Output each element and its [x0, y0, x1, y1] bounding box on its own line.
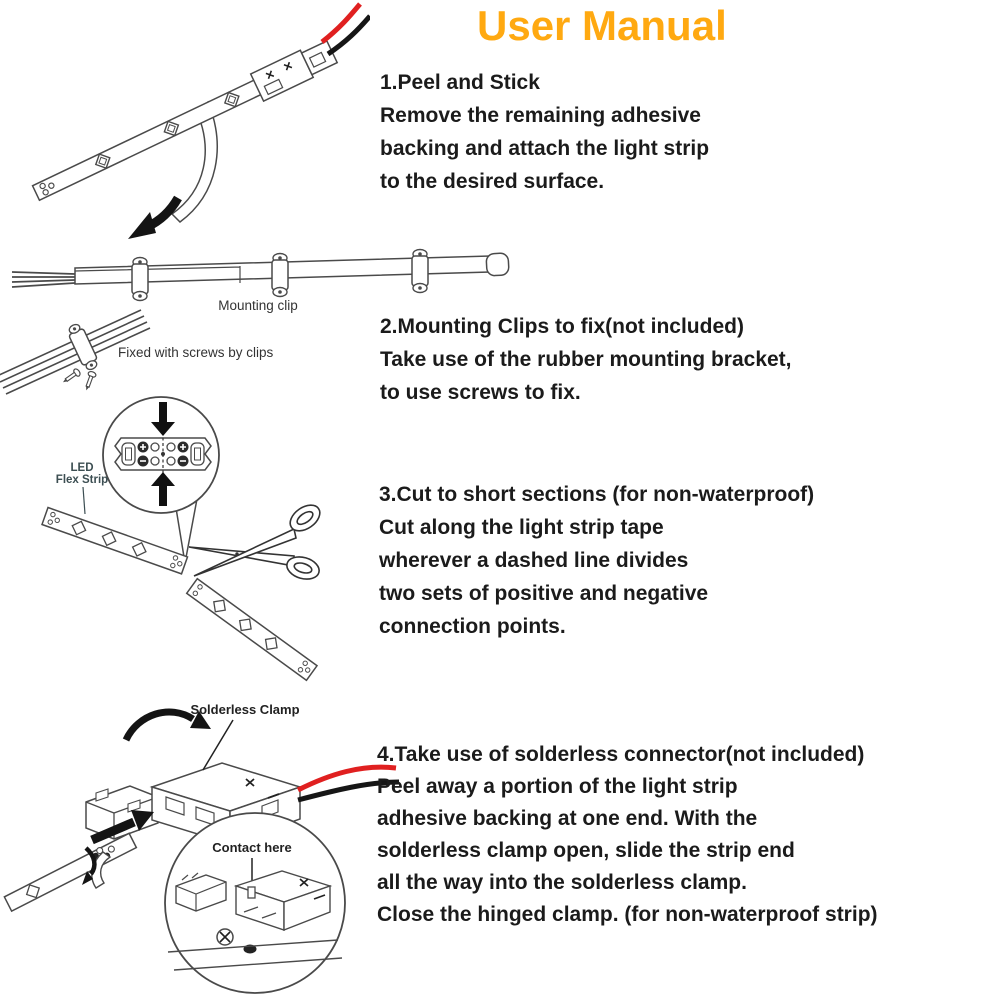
- strip-piece-right: [187, 579, 317, 681]
- section-2-text: [380, 310, 792, 409]
- page-title: User Manual: [477, 2, 727, 49]
- section-2-line: to use screws to fix.: [380, 381, 581, 404]
- tube-end-cap: [486, 253, 509, 276]
- mounting-clip: [272, 254, 288, 297]
- section-1-line: Remove the remaining adhesive: [380, 104, 701, 127]
- lead-wires: [12, 272, 75, 287]
- mounting-clip: [132, 258, 148, 301]
- contact-here-label: Contact here: [212, 840, 292, 855]
- section-1-heading: 1.Peel and Stick: [380, 71, 540, 94]
- strip-piece-left: [42, 508, 188, 574]
- peel-arrow-icon: [128, 198, 178, 239]
- peel-and-stick-illustration: [0, 0, 370, 245]
- section-3-line: two sets of positive and negative: [379, 582, 709, 605]
- section-3-heading: 3.Cut to short sections (for non-waterproof): [379, 483, 815, 506]
- section-2-line: Take use of the rubber mounting bracket,: [380, 348, 792, 371]
- led-flex-strip-label: Flex Strip: [55, 474, 109, 486]
- cut-sections-illustration: [0, 390, 380, 690]
- screw-icon: [61, 368, 82, 386]
- solderless-clamp-label: Solderless Clamp: [190, 702, 300, 717]
- fixed-with-screws-label: Fixed with screws by clips: [118, 345, 274, 360]
- screw-icon: [82, 371, 96, 392]
- section-3-line: wherever a dashed line divides: [379, 549, 689, 572]
- section-3-line: connection points.: [379, 615, 566, 638]
- section-4-line: Close the hinged clamp. (for non-waterproof strip): [377, 903, 878, 926]
- section-1-text: [380, 66, 709, 198]
- section-4-line: Peel away a portion of the light strip: [377, 775, 738, 798]
- mounting-clip-label: Mounting clip: [218, 298, 298, 313]
- led-strip: [30, 38, 339, 206]
- section-3-line: Cut along the light strip tape: [379, 516, 664, 539]
- section-4-line: solderless clamp open, slide the strip end: [377, 839, 795, 862]
- section-4-line: all the way into the solderless clamp.: [377, 871, 747, 894]
- section-4-line: adhesive backing at one end. With the: [377, 807, 758, 830]
- section-1-line: to the desired surface.: [380, 170, 605, 193]
- label-pointer-line: [83, 487, 85, 514]
- section-4-heading: 4.Take use of solderless connector(not included): [377, 743, 865, 766]
- strip-end: [4, 832, 136, 911]
- section-1-line: backing and attach the light strip: [380, 137, 710, 160]
- section-3-text: [379, 478, 814, 643]
- red-wire: [322, 4, 360, 42]
- section-2-heading: 2.Mounting Clips to fix(not included): [380, 315, 744, 338]
- strip-connector: [251, 38, 339, 101]
- scissors-icon: [189, 500, 325, 583]
- led-flex-strip-label: LED: [70, 462, 94, 474]
- section-4-text: [377, 739, 878, 931]
- solderless-clamp-illustration: [0, 690, 400, 1000]
- mounting-clip: [412, 250, 428, 293]
